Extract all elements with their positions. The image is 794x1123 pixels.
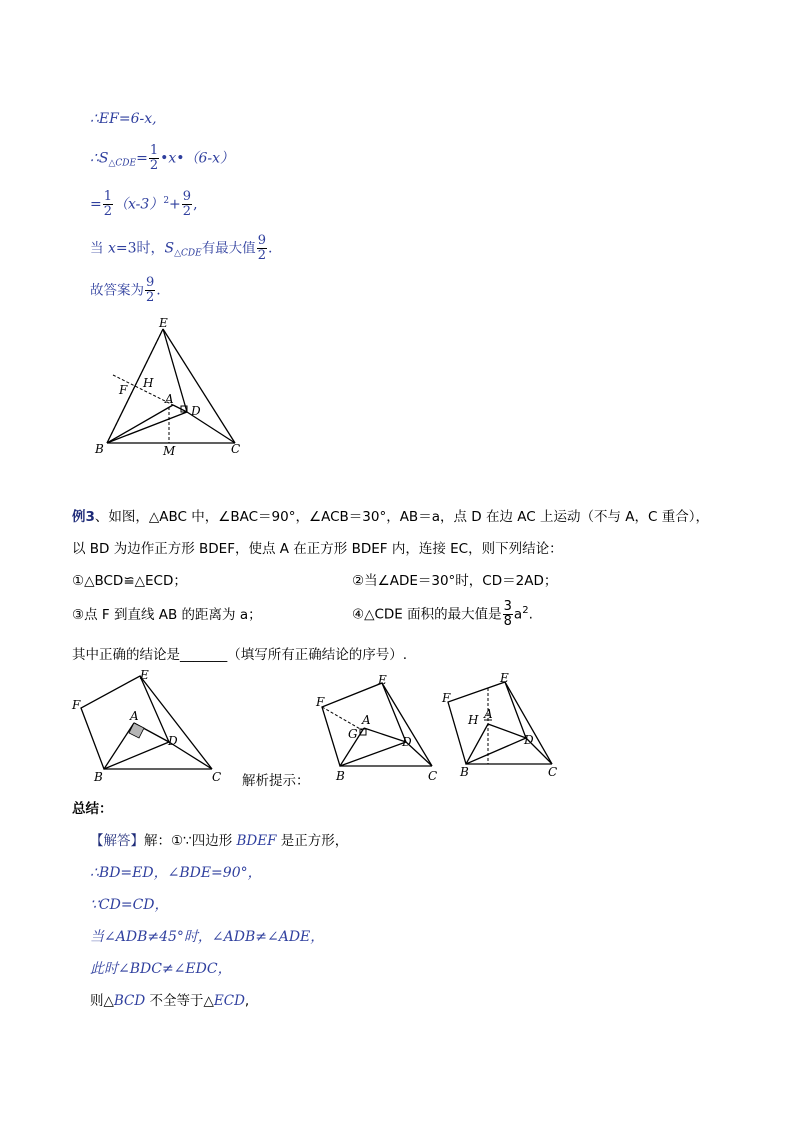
- fig2-label-f: F: [72, 698, 81, 712]
- fig2-label-c: C: [212, 770, 222, 784]
- example3-option-2: ②当∠ADE＝30°时，CD＝2AD；: [352, 573, 558, 589]
- fig1-label-b: B: [95, 442, 104, 456]
- hint-label: 解析提示：: [242, 773, 310, 789]
- solution-line-ef: ∴EF=6-x,: [90, 111, 157, 127]
- summary-title: 总结：: [72, 801, 113, 817]
- fig2-label-d: D: [168, 734, 178, 748]
- fig3-label-c: C: [428, 769, 438, 783]
- summary-line-4: 当∠ADB≠45°时，∠ADB≠∠ADE，: [90, 929, 325, 945]
- fig2-label-a: A: [130, 709, 139, 723]
- solution-line-answer: 故答案为 $\frac{9}{2}$ .: [90, 275, 161, 305]
- figure-2-diagram: [66, 665, 231, 787]
- fig4-label-e: E: [500, 671, 509, 685]
- fig1-label-h: H: [143, 376, 154, 390]
- fig4-label-a: A: [484, 707, 493, 721]
- solution-line-area: $\therefore S_{\triangle CDE}=$ $\frac{1}{2}$ •x•（6-x）: [90, 143, 235, 173]
- fig4-label-b: B: [460, 765, 469, 779]
- fig4-label-c: C: [548, 765, 558, 779]
- fig1-label-a: A: [165, 392, 174, 406]
- figure-3-diagram: [310, 670, 445, 785]
- fig4-label-h: H: [468, 713, 479, 727]
- fig1-label-d: D: [191, 404, 201, 418]
- fig3-label-e: E: [378, 673, 387, 687]
- fig3-label-a: A: [362, 713, 371, 727]
- fig3-label-f: F: [316, 695, 325, 709]
- summary-line-5: 此时∠BDC≠∠EDC，: [90, 961, 232, 977]
- solution-line-max: 当 x=3时，$S_{\triangle CDE}$有最大值 $\frac{9}{2}$ .: [90, 233, 273, 263]
- fig4-label-d: D: [524, 733, 534, 747]
- example3-option-3: ③点 F 到直线 AB 的距离为 a；: [72, 607, 262, 623]
- figure-1-diagram: [85, 315, 255, 460]
- example3-statement-line1: 例3、如图，△ABC 中，∠BAC＝90°，∠ACB＝30°，AB＝a，点 D 在边 AC 上运动（不与 A，C 重合），: [72, 509, 709, 525]
- summary-line-2: ∴BD=ED，∠BDE=90°，: [90, 865, 262, 881]
- summary-line-6: 则△BCD 不全等于△ECD,: [90, 993, 250, 1009]
- fig1-label-f: F: [119, 383, 128, 397]
- fig1-label-m: M: [163, 444, 176, 458]
- fig1-label-c: C: [231, 442, 241, 456]
- example3-option-1: ①△BCD≌△ECD；: [72, 573, 187, 589]
- fig2-label-b: B: [94, 770, 103, 784]
- summary-line-3: ∵CD=CD，: [90, 897, 169, 913]
- figure-4-diagram: [438, 668, 563, 783]
- example3-question: 其中正确的结论是_______（填写所有正确结论的序号）.: [72, 647, 408, 663]
- fig3-label-g: G: [348, 727, 358, 741]
- example3-statement-line2: 以 BD 为边作正方形 BDEF，使点 A 在正方形 BDEF 内，连接 EC，则下列结论：: [72, 541, 563, 557]
- example3-option-4: ④△CDE 面积的最大值是 $\frac{3}{8}$ $a^2$.: [352, 599, 533, 629]
- fig3-label-d: D: [402, 735, 412, 749]
- fig1-label-e: E: [159, 316, 168, 330]
- fig4-label-f: F: [442, 691, 451, 705]
- solution-line-vertex-form: = $\frac{1}{2}$ $(x-3)^2+$ $\frac{9}{2}$ ,: [90, 189, 198, 219]
- summary-line-1: 【解答】解：①∵四边形 BDEF 是正方形，: [90, 833, 349, 849]
- fig2-label-e: E: [140, 668, 149, 682]
- fig3-label-b: B: [336, 769, 345, 783]
